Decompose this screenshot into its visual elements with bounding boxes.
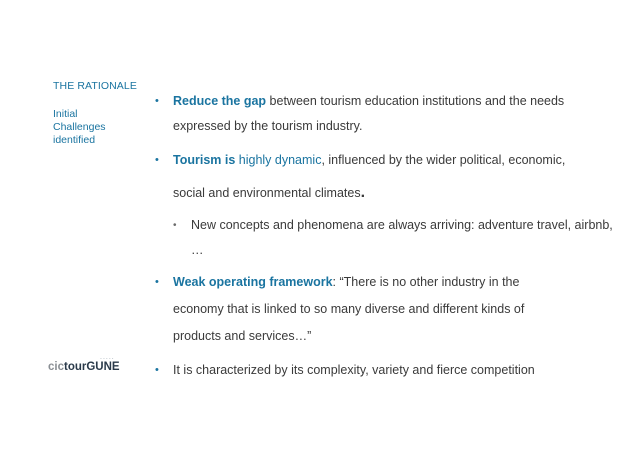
bullet-weak-framework xyxy=(155,270,615,349)
bullet-line: economy that is linked to so many diverse and different kinds of xyxy=(173,302,525,316)
bullet-bold: Weak operating framework xyxy=(173,275,333,289)
bullet-line xyxy=(173,270,615,295)
bullet-text: : “There is no other industry in the xyxy=(332,275,520,289)
sub-bullet-new-concepts xyxy=(155,213,615,263)
bullet-line: products and services…” xyxy=(173,329,312,343)
bullet-line xyxy=(173,148,615,173)
bullet-marker: • xyxy=(155,154,159,166)
bullet-period: . xyxy=(360,184,366,201)
bullet-marker: • xyxy=(155,364,159,376)
bullet-line: travel, airbnb, … xyxy=(191,218,613,257)
logo-dots: ..... xyxy=(100,354,115,361)
bullet-line: It is characterized by its complexity, variety and fierce competition xyxy=(173,363,535,377)
cictourgune-logo xyxy=(48,354,128,376)
bullet-line xyxy=(173,180,615,206)
subtitle-line: Challenges xyxy=(53,121,106,133)
subtitle-line: Initial xyxy=(53,108,78,120)
logo-text xyxy=(48,361,120,374)
section-subtitle xyxy=(53,108,148,147)
sub-bullet-marker: • xyxy=(173,220,177,231)
bullet-line xyxy=(173,89,615,114)
section-title: THE RATIONALE xyxy=(53,80,137,92)
bullet-text: , influenced by the wider political, economic, xyxy=(321,153,566,167)
bullet-reduce-gap xyxy=(155,89,615,139)
bullet-tourism-dynamic xyxy=(155,148,615,206)
bullet-bold: Tourism is xyxy=(173,153,236,167)
bullet-highlight: highly dynamic xyxy=(238,153,322,167)
sidebar xyxy=(53,80,148,147)
bullet-characterized xyxy=(155,358,615,383)
bullet-list xyxy=(155,89,615,383)
bullet-marker: • xyxy=(155,95,159,107)
logo-cic: cic xyxy=(48,361,64,373)
bullet-text: between tourism education institutions and the needs xyxy=(266,94,565,108)
bullet-bold: Reduce the gap xyxy=(173,94,267,108)
subtitle-line: identified xyxy=(53,134,96,146)
bullet-line: expressed by the tourism industry. xyxy=(173,119,363,133)
bullet-text: social and environmental climates xyxy=(173,186,361,200)
logo-tourgune: tourGUNE xyxy=(64,361,120,373)
bullet-marker: • xyxy=(155,276,159,288)
bullet-line: New concepts and phenomena are always arriving: adventure xyxy=(191,218,534,232)
